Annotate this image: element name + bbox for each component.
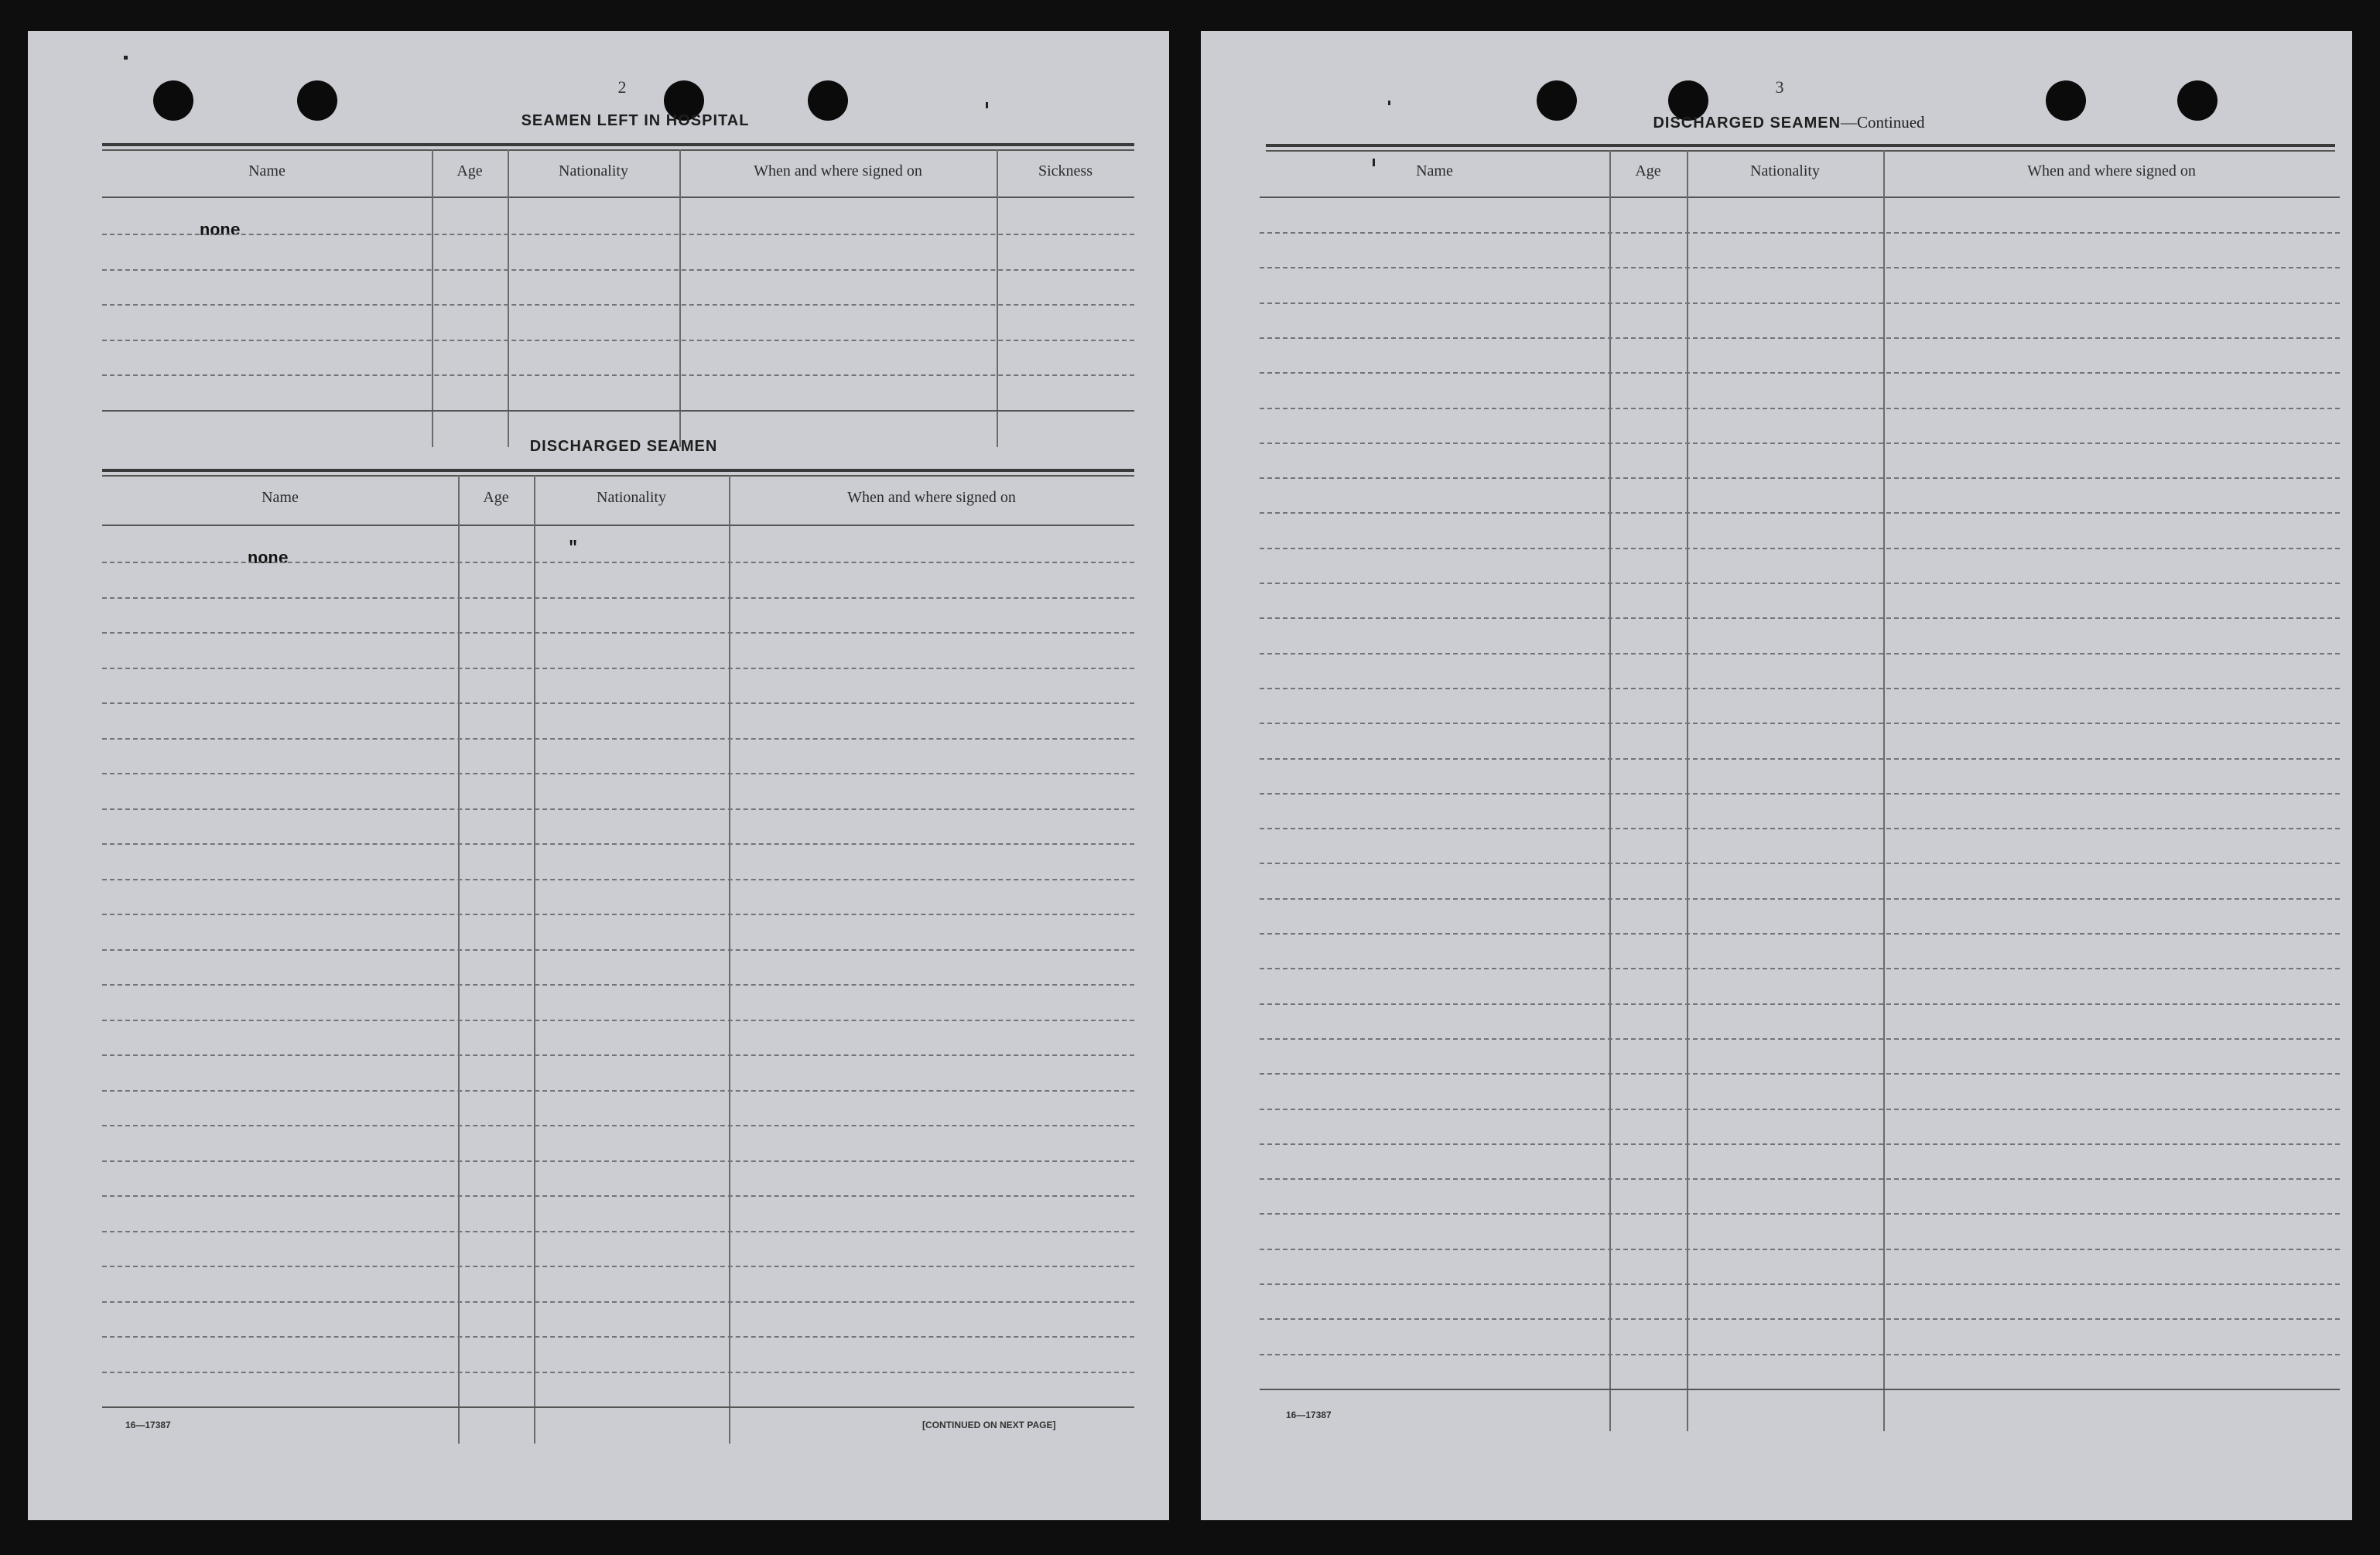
divider: [102, 149, 1134, 151]
ruled-line: [102, 773, 1134, 774]
ruled-line: [1260, 1003, 2340, 1005]
column-divider: [432, 149, 433, 447]
divider: [102, 475, 1134, 477]
column-divider: [508, 149, 509, 447]
ruled-line: [102, 597, 1134, 599]
ruled-line: [1260, 863, 2340, 864]
discharged-continued-title-suffix: —Continued: [1841, 113, 1925, 132]
punch-hole: [1537, 80, 1577, 121]
ruled-line: [102, 1090, 1134, 1092]
ruled-line: [1260, 583, 2340, 584]
ruled-line: [1260, 1354, 2340, 1355]
discharged-entry-name: none: [248, 549, 289, 569]
ink-speck: [124, 56, 128, 60]
ruled-line: [1260, 1213, 2340, 1215]
hospital-section-title: SEAMEN LEFT IN HOSPITAL: [521, 112, 750, 129]
column-header-nationality: Nationality: [1750, 162, 1820, 179]
punch-hole: [808, 80, 848, 121]
ruled-line: [102, 1125, 1134, 1126]
column-divider: [1687, 150, 1688, 1431]
ditto-mark: ": [568, 538, 579, 558]
punch-hole: [297, 80, 337, 121]
ruled-line: [1260, 337, 2340, 339]
punch-hole: [153, 80, 193, 121]
ruled-line: [1260, 758, 2340, 760]
column-header-signed-on: When and where signed on: [754, 162, 922, 179]
column-divider: [1609, 150, 1611, 1431]
ruled-line: [102, 1160, 1134, 1162]
ruled-line: [102, 879, 1134, 880]
ruled-line: [1260, 723, 2340, 724]
ruled-line: [102, 914, 1134, 915]
ink-speck: [1388, 101, 1390, 105]
hospital-entry-name: none: [200, 221, 241, 241]
ruled-line: [102, 304, 1134, 306]
ruled-line: [1260, 933, 2340, 935]
ruled-line: [1260, 1389, 2340, 1390]
ruled-line: [102, 1195, 1134, 1197]
continued-note: [CONTINUED ON NEXT PAGE]: [922, 1420, 1056, 1430]
ink-speck: [1373, 159, 1375, 166]
ruled-line: [1260, 232, 2340, 234]
column-header-signed-on: When and where signed on: [847, 489, 1016, 506]
ruled-line: [102, 632, 1134, 634]
ruled-line: [1260, 443, 2340, 444]
ruled-line: [1260, 477, 2340, 479]
ruled-line: [1260, 512, 2340, 514]
ruled-line: [1260, 1318, 2340, 1320]
ruled-line: [102, 562, 1134, 563]
column-header-age: Age: [457, 162, 483, 179]
ruled-line: [1260, 1283, 2340, 1285]
ruled-line: [1260, 688, 2340, 689]
ruled-line: [1260, 653, 2340, 654]
column-divider: [458, 475, 460, 1444]
ruled-line: [102, 269, 1134, 271]
ruled-line: [1260, 1178, 2340, 1180]
discharged-continued-title: [1611, 113, 1967, 132]
header-rule: [102, 525, 1134, 526]
ruled-line: [102, 234, 1134, 235]
header-rule: [1260, 197, 2340, 198]
column-divider: [729, 475, 730, 1444]
column-header-signed-on: When and where signed on: [2027, 162, 2196, 179]
column-divider: [534, 475, 535, 1444]
column-header-age: Age: [483, 489, 509, 506]
column-header-name: Name: [248, 162, 286, 179]
discharged-continued-title-main: DISCHARGED SEAMEN: [1653, 114, 1841, 132]
ruled-line: [1260, 898, 2340, 900]
ruled-line: [1260, 1249, 2340, 1250]
ruled-line: [1260, 1038, 2340, 1040]
ruled-line: [1260, 617, 2340, 619]
ruled-line: [102, 1054, 1134, 1056]
ruled-line: [1260, 372, 2340, 374]
divider: [102, 143, 1134, 146]
ruled-line: [1260, 968, 2340, 969]
ruled-line: [102, 1266, 1134, 1267]
right-page: [1201, 31, 2352, 1520]
column-divider: [997, 149, 998, 447]
ink-speck: [986, 102, 988, 108]
ruled-line: [102, 668, 1134, 669]
ruled-line: [102, 949, 1134, 951]
divider: [102, 469, 1134, 472]
ruled-line: [1260, 548, 2340, 549]
ruled-line: [1260, 828, 2340, 829]
ruled-line: [102, 340, 1134, 341]
ruled-line: [1260, 1143, 2340, 1145]
column-header-sickness: Sickness: [1038, 162, 1093, 179]
ruled-line: [102, 410, 1134, 412]
left-page: [28, 31, 1169, 1520]
ruled-line: [102, 702, 1134, 704]
ruled-line: [1260, 408, 2340, 409]
divider: [1266, 144, 2335, 147]
ruled-line: [102, 1372, 1134, 1373]
punch-hole: [2177, 80, 2218, 121]
divider: [1266, 150, 2335, 152]
ruled-line: [102, 374, 1134, 376]
ruled-line: [102, 1301, 1134, 1303]
ruled-line: [1260, 267, 2340, 268]
ruled-line: [1260, 793, 2340, 795]
ruled-line: [1260, 302, 2340, 304]
ruled-line: [102, 738, 1134, 740]
header-rule: [102, 197, 1134, 198]
ruled-line: [102, 1231, 1134, 1232]
column-header-nationality: Nationality: [597, 489, 666, 506]
page-number: 2: [617, 77, 627, 97]
punch-hole: [2046, 80, 2086, 121]
discharged-section-title: DISCHARGED SEAMEN: [529, 438, 718, 455]
column-header-name: Name: [262, 489, 299, 506]
page-number: 3: [1775, 77, 1784, 97]
form-number: 16—17387: [125, 1420, 171, 1430]
column-divider: [1883, 150, 1885, 1431]
column-divider: [679, 149, 681, 447]
ruled-line: [102, 843, 1134, 845]
ruled-line: [1260, 1109, 2340, 1110]
column-header-age: Age: [1635, 162, 1661, 179]
ruled-line: [102, 1020, 1134, 1021]
ruled-line: [1260, 1073, 2340, 1075]
column-header-nationality: Nationality: [559, 162, 628, 179]
form-number: 16—17387: [1286, 1410, 1332, 1420]
column-header-name: Name: [1416, 162, 1453, 179]
ruled-line: [102, 984, 1134, 986]
ruled-line: [102, 1336, 1134, 1338]
ruled-line: [102, 808, 1134, 810]
ruled-line: [102, 1406, 1134, 1408]
